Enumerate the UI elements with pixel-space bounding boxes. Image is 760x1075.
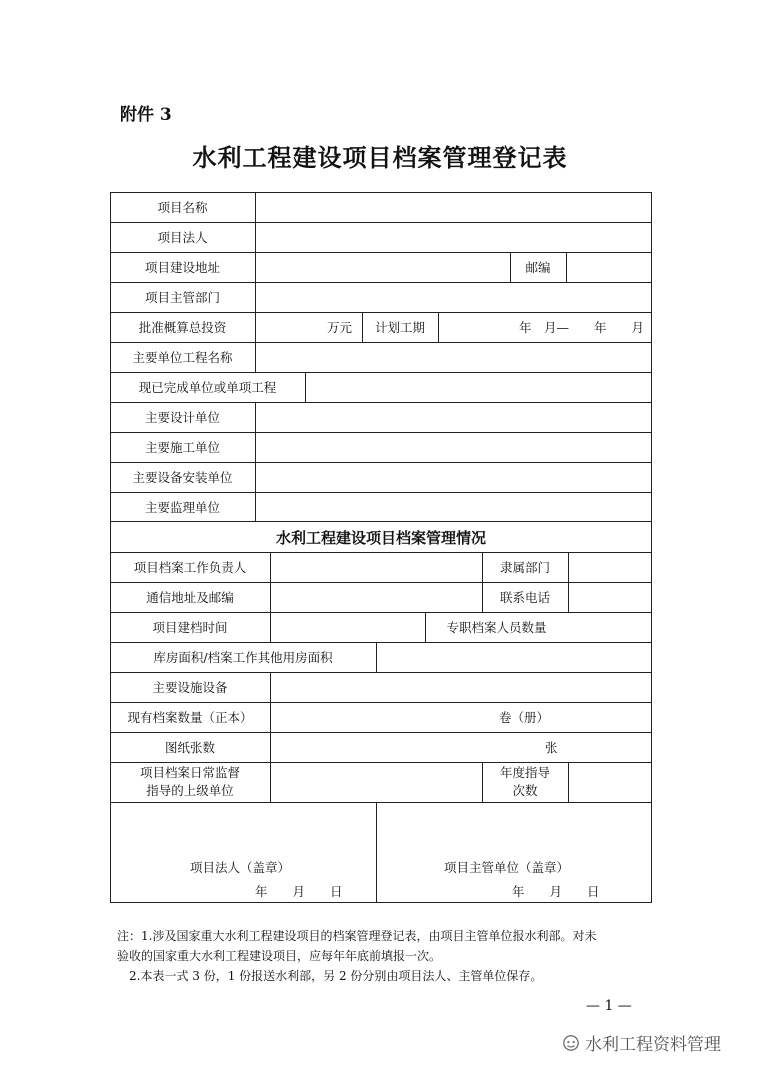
row-line	[110, 732, 652, 733]
label-project-name: 项目名称	[157, 200, 208, 215]
supervisor-seal-label: 项目主管单位（盖章）	[444, 860, 570, 875]
label-annual-guide-line2: 次数	[512, 783, 538, 798]
row-line	[110, 582, 652, 583]
label-approved-budget: 批准概算总投资	[138, 320, 227, 335]
label-wan-yuan: 万元	[327, 320, 353, 335]
watermark-text: 水利工程资料管理	[585, 1035, 721, 1055]
label-phone: 联系电话	[499, 590, 550, 605]
row-line	[110, 312, 652, 313]
label-sheets: 张	[545, 740, 558, 755]
row-line	[110, 252, 652, 253]
col-line	[305, 372, 306, 402]
row-line	[110, 802, 652, 803]
col-line	[270, 552, 271, 642]
col-line	[255, 402, 256, 522]
legal-seal-label: 项目法人（盖章）	[190, 860, 291, 875]
col-line	[376, 802, 377, 902]
col-line	[438, 312, 439, 342]
row-line	[110, 552, 652, 553]
label-storage-area: 库房面积/档案工作其他用房面积	[153, 650, 333, 665]
label-project-address: 项目建设地址	[144, 260, 220, 275]
row-line	[110, 642, 652, 643]
col-line	[568, 762, 569, 802]
wechat-icon	[562, 1034, 580, 1052]
label-volumes: 卷（册）	[499, 710, 550, 725]
label-supervisor-dept: 项目主管部门	[144, 290, 220, 305]
label-construction-unit: 主要施工单位	[144, 440, 220, 455]
label-equipment-unit: 主要设备安装单位	[132, 470, 233, 485]
form-title: 水利工程建设项目档案管理登记表	[192, 143, 568, 172]
row-line	[110, 222, 652, 223]
label-project-legal: 项目法人	[157, 230, 208, 245]
row-line	[110, 342, 652, 343]
row-line	[110, 432, 652, 433]
row-line	[110, 762, 652, 763]
note-line-3: 2.本表一式 3 份，1 份报送水利部，另 2 份分别由项目法人、主管单位保存。	[117, 969, 543, 983]
row-line	[110, 702, 652, 703]
row-line	[110, 372, 652, 373]
col-line	[566, 252, 567, 282]
note-line-1: 注：1.涉及国家重大水利工程建设项目的档案管理登记表，由项目主管单位报水利部。对未	[117, 929, 597, 943]
row-line	[110, 402, 652, 403]
row-line	[110, 672, 652, 673]
col-line	[568, 552, 569, 612]
attachment-label: 附件 3	[120, 105, 172, 125]
label-postcode: 邮编	[525, 260, 551, 275]
table-border-bottom	[110, 902, 652, 903]
label-contact-address: 通信地址及邮编	[146, 590, 234, 605]
label-completed-units: 现已完成单位或单项工程	[138, 380, 277, 395]
col-line	[255, 192, 256, 372]
label-archive-leader: 项目档案工作负责人	[133, 560, 247, 575]
row-line	[110, 521, 652, 522]
row-line	[110, 462, 652, 463]
label-annual-guide-line1: 年度指导	[499, 765, 550, 780]
supervisor-seal-date: 年 月 日	[512, 884, 600, 899]
label-archive-count: 现有档案数量（正本）	[127, 710, 253, 725]
label-fulltime-staff: 专职档案人员数量	[446, 620, 547, 635]
label-planned-period: 计划工期	[374, 320, 425, 335]
col-line	[376, 642, 377, 672]
label-main-unit-name: 主要单位工程名称	[132, 350, 233, 365]
watermark	[562, 1030, 721, 1055]
table-border-top	[110, 192, 652, 193]
label-supervision-unit: 主要监理单位	[144, 500, 220, 515]
label-drawings: 图纸张数	[164, 740, 215, 755]
label-daily-supervisor-line2: 指导的上级单位	[146, 783, 234, 798]
label-design-unit: 主要设计单位	[144, 410, 220, 425]
row-line	[110, 492, 652, 493]
label-facilities: 主要设施设备	[152, 680, 228, 695]
planned-period-value: 年 月— 年 月	[519, 320, 645, 335]
label-archive-time: 项目建档时间	[152, 620, 228, 635]
section-title: 水利工程建设项目档案管理情况	[275, 529, 486, 547]
footnotes	[117, 926, 657, 986]
row-line	[110, 282, 652, 283]
label-daily-supervisor-line1: 项目档案日常监督	[139, 765, 240, 780]
col-line	[270, 672, 271, 802]
note-line-2: 验收的国家重大水利工程建设项目，应每年年底前填报一次。	[117, 949, 442, 963]
label-affiliated-dept: 隶属部门	[499, 560, 550, 575]
legal-seal-date: 年 月 日	[255, 884, 343, 899]
page-number: — 1 —	[586, 998, 632, 1014]
row-line	[110, 612, 652, 613]
